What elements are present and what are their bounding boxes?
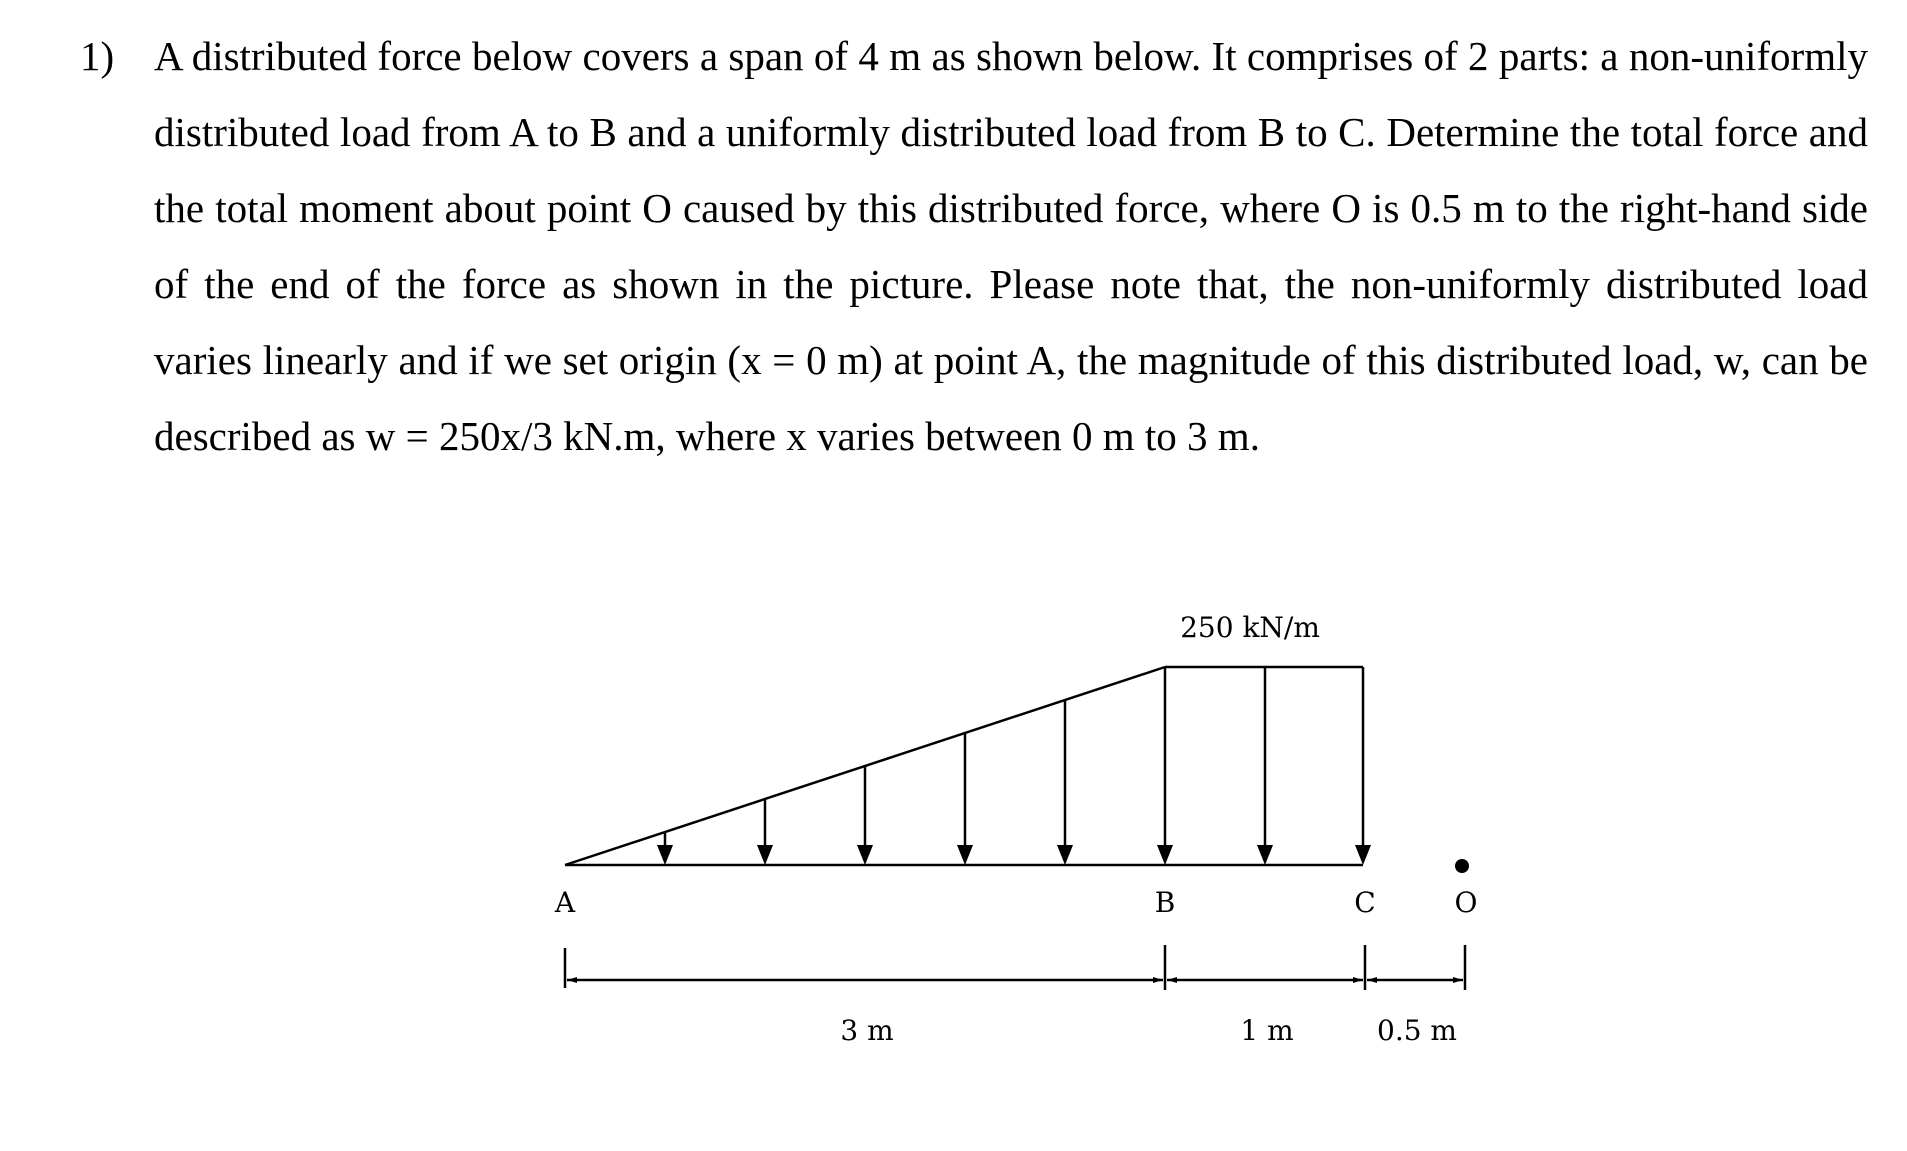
question-text: A distributed force below covers a span of 4 m as shown below. It comprises of 2 parts: a non-uniformly distributed load from A to B and a uniformly distributed load from B to C. Determine the total force and the total moment about point O caused by this distributed force, where O is 0.5 m to the right-hand side of the end of the force as shown in the picture. Please note that, the non-uniformly distributed load varies linearly and if we set origin (x = 0 m) at point A, the magnitude of this distributed load, w, can be described as w = 250x/3 kN.m, where x varies between 0 m to 3 m. bbox=[154, 33, 1868, 459]
dim-label-ab: 3 m bbox=[840, 1014, 894, 1047]
load-arrow bbox=[1057, 700, 1073, 865]
load-arrow bbox=[1355, 667, 1371, 865]
point-c-label: C bbox=[1354, 886, 1376, 919]
load-magnitude-label: 250 kN/m bbox=[1180, 611, 1320, 644]
point-b-label: B bbox=[1154, 886, 1176, 919]
load-arrow bbox=[757, 799, 773, 865]
dim-label-co: 0.5 m bbox=[1377, 1014, 1457, 1047]
load-arrow bbox=[657, 832, 673, 865]
load-arrow bbox=[957, 733, 973, 865]
load-arrow bbox=[1257, 667, 1273, 865]
question-number: 1) bbox=[80, 33, 115, 79]
point-a-label: A bbox=[554, 886, 576, 919]
load-arrows bbox=[657, 667, 1371, 865]
dimension-lines bbox=[565, 945, 1465, 990]
load-arrow bbox=[1157, 667, 1173, 865]
load-arrow bbox=[857, 766, 873, 865]
dim-label-bc: 1 m bbox=[1240, 1014, 1294, 1047]
point-o-label: O bbox=[1454, 886, 1478, 919]
point-o-marker bbox=[1455, 859, 1469, 873]
